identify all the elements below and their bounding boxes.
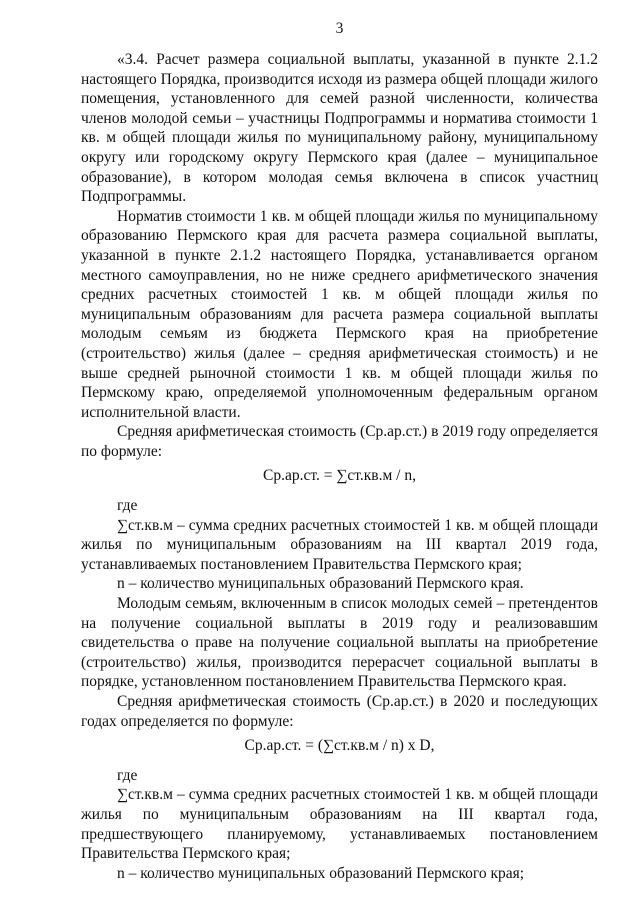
formula-2019-n-definition: n – количество муниципальных образований Пермского края. <box>117 575 524 593</box>
page-number: 3 <box>335 20 344 37</box>
paragraph-cost-norm: Норматив стоимости 1 кв. м общей площади жилья по муниципальному образованию Пермского края для расчета размера социальной выплаты, указанной в пункте 2.1.2 настоящего Порядка, устанавливается органом местного самоуправления, но не ниже среднего арифметического значения средних расчетных стоимостей 1 кв. м общей площади жилья по муниципальным образованиям для расчета размера социальной выплаты молодым семьям из бюджета Пермского края на приобретение (строительство) жилья (далее – средняя арифметическая стоимость) и не выше средней рыночной стоимости 1 кв. м общей площади жилья по Пермскому краю, определяемой уполномоченным федеральным органом исполнительной власти. <box>81 207 598 421</box>
formula-2020-where: где <box>117 766 138 784</box>
paragraph-recalculation: Молодым семьям, включенным в список молодых семей – претендентов на получение социальной выплаты в 2019 году и реализовавшим свидетельства о праве на получение социальной выплаты на приобретение (строительство) жилья, производится перерасчет социальной выплаты в порядке, установленном постановлением Правительства Пермского края. <box>81 595 598 691</box>
formula-2020: Ср.ар.ст. = (∑ст.кв.м / n) x D, <box>244 737 435 755</box>
formula-2019-where: где <box>117 497 138 515</box>
paragraph-2020-formula-intro: Средняя арифметическая стоимость (Ср.ар.ст.) в 2020 и последующих годах определяется по формуле: <box>81 693 598 730</box>
document-body <box>81 50 598 883</box>
formula-2019-sum-definition: ∑ст.кв.м – сумма средних расчетных стоимостей 1 кв. м общей площади жилья по муниципальным образованиям на III квартал 2019 года, устанавливаемых постановлением Правительства Пермского края; <box>81 516 598 573</box>
paragraph-3-4-calculation: «3.4. Расчет размера социальной выплаты, указанной в пункте 2.1.2 настоящего Порядка, производится исходя из размера общей площади жилого помещения, установленного для семей разной численности, количества членов молодой семьи – участницы Подпрограммы и норматива стоимости 1 кв. м общей площади жилья по муниципальному району, муниципальному округу или городскому округу Пермского края (далее – муниципальное образование), в котором молодая семья включена в список участниц Подпрограммы. <box>81 51 598 206</box>
formula-2019: Ср.ар.ст. = ∑ст.кв.м / n, <box>263 467 416 485</box>
paragraph-2019-formula-intro: Средняя арифметическая стоимость (Ср.ар.ст.) в 2019 году определяется по формуле: <box>81 423 598 460</box>
formula-2020-sum-definition: ∑ст.кв.м – сумма средних расчетных стоимостей 1 кв. м общей площади жилья по муниципальным образованиям на III квартал года, предшествующего планируемому, устанавливаемых постановлением Правительства Пермского края; <box>81 786 598 863</box>
formula-2020-n-definition: n – количество муниципальных образований Пермского края; <box>117 864 525 882</box>
